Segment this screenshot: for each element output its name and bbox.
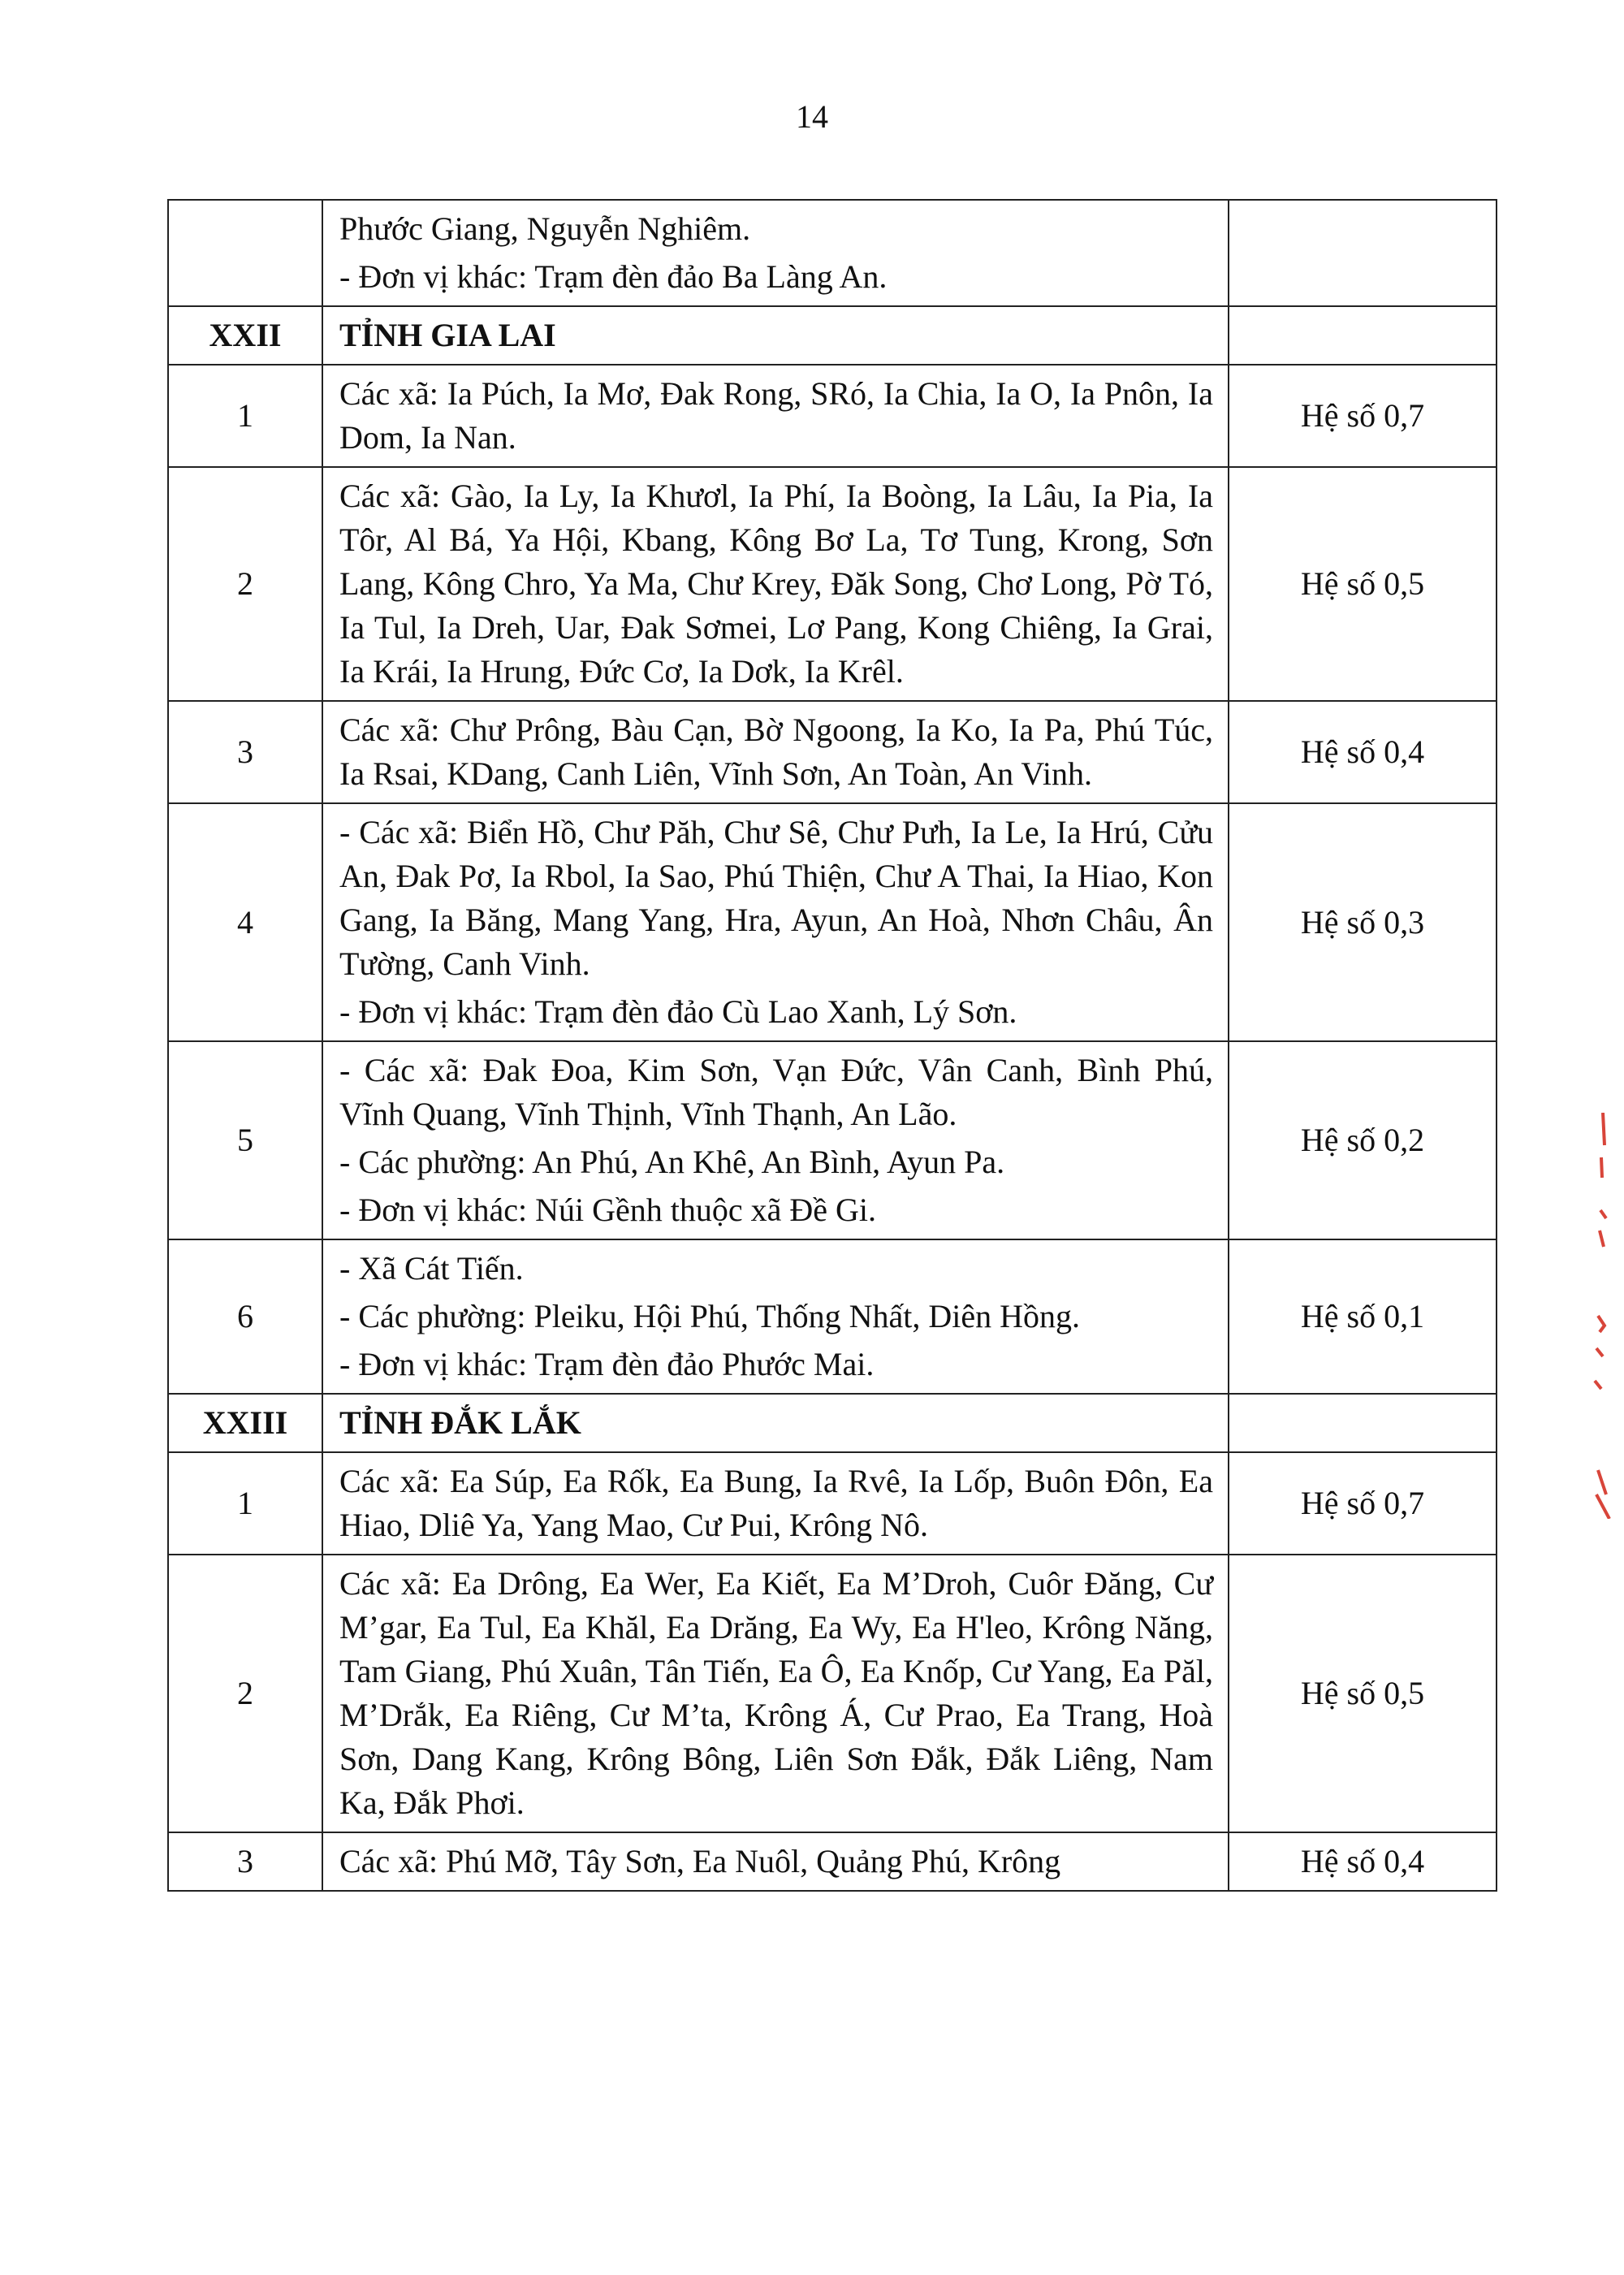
table-row bbox=[168, 1832, 1497, 1891]
content-line: Phước Giang, Nguyễn Nghiêm. bbox=[339, 210, 751, 247]
content-line: - Xã Cát Tiến. bbox=[339, 1250, 524, 1287]
coefficient-table bbox=[167, 199, 1497, 1892]
locality-list bbox=[322, 365, 1229, 467]
content-line: Các xã: Gào, Ia Ly, Ia Khươl, Ia Phí, Ia Boòng, Ia Lâu, Ia Pia, Ia Tôr, Al Bá, Ya Hội, Kbang, Kông Bơ La, Tơ Tung, Krong, Sơn Lang, Kông Chro, Ya Ma, Chư Krey, Đăk Song, Chơ Long, Pờ Tó, Ia Tul, Ia Dreh, Uar, Đak Sơmei, Lơ Pang, Kong Chiêng, Ia Grai, Ia Krái, Ia Hrung, Đức Cơ, Ia Dơk, Ia Krêl. bbox=[339, 478, 1213, 690]
coefficient-cell bbox=[1229, 200, 1497, 306]
row-number: 5 bbox=[168, 1041, 322, 1239]
content-line: Các xã: Ea Drông, Ea Wer, Ea Kiết, Ea M’Droh, Cuôr Đăng, Cư M’gar, Ea Tul, Ea Khăl, Ea Drăng, Ea Wy, Ea H'leo, Krông Năng, Tam Giang, Phú Xuân, Tân Tiến, Ea Ô, Ea Knốp, Cư Yang, Ea Păl, M’Drắk, Ea Riêng, Cư M’ta, Krông Á, Cư Prao, Ea Trang, Hoà Sơn, Dang Kang, Krông Bông, Liên Sơn Đắk, Đắk Liêng, Nam Ka, Đắk Phơi. bbox=[339, 1565, 1213, 1821]
table-row bbox=[168, 1452, 1497, 1555]
coefficient-cell: Hệ số 0,1 bbox=[1229, 1239, 1497, 1394]
locality-list bbox=[322, 467, 1229, 701]
coefficient-cell bbox=[1229, 1394, 1497, 1452]
coefficient-cell: Hệ số 0,5 bbox=[1229, 467, 1497, 701]
table-row bbox=[168, 701, 1497, 803]
coefficient-cell: Hệ số 0,7 bbox=[1229, 1452, 1497, 1555]
content-line: TỈNH ĐẮK LẮK bbox=[339, 1404, 581, 1441]
coefficient-cell bbox=[1229, 306, 1497, 365]
row-number: 1 bbox=[168, 1452, 322, 1555]
row-number: 3 bbox=[168, 701, 322, 803]
content-line: - Đơn vị khác: Trạm đèn đảo Phước Mai. bbox=[339, 1346, 875, 1382]
coefficient-cell: Hệ số 0,4 bbox=[1229, 701, 1497, 803]
content-line: Các xã: Ea Súp, Ea Rốk, Ea Bung, Ia Rvê, Ia Lốp, Buôn Đôn, Ea Hiao, Dliê Ya, Yang Mao, Cư Pui, Krông Nô. bbox=[339, 1463, 1213, 1543]
row-number: 2 bbox=[168, 467, 322, 701]
locality-list bbox=[322, 200, 1229, 306]
coefficient-cell: Hệ số 0,3 bbox=[1229, 803, 1497, 1041]
coefficient-cell: Hệ số 0,4 bbox=[1229, 1832, 1497, 1891]
red-stamp-mark bbox=[1588, 1113, 1613, 1519]
content-line: Các xã: Phú Mỡ, Tây Sơn, Ea Nuôl, Quảng Phú, Krông bbox=[339, 1843, 1061, 1879]
table-row bbox=[168, 365, 1497, 467]
locality-list bbox=[322, 701, 1229, 803]
content-line: Các xã: Ia Púch, Ia Mơ, Đak Rong, SRó, Ia Chia, Ia O, Ia Pnôn, Ia Dom, Ia Nan. bbox=[339, 375, 1213, 456]
content-line: - Đơn vị khác: Núi Gềnh thuộc xã Đề Gi. bbox=[339, 1192, 876, 1228]
table-row bbox=[168, 1239, 1497, 1394]
locality-list bbox=[322, 1555, 1229, 1832]
locality-list bbox=[322, 1452, 1229, 1555]
section-number: XXIII bbox=[168, 1394, 322, 1452]
province-title bbox=[322, 306, 1229, 365]
section-row bbox=[168, 306, 1497, 365]
province-title bbox=[322, 1394, 1229, 1452]
content-line: - Các xã: Đak Đoa, Kim Sơn, Vạn Đức, Vân Canh, Bình Phú, Vĩnh Quang, Vĩnh Thịnh, Vĩnh Thạnh, An Lão. bbox=[339, 1052, 1213, 1132]
locality-list bbox=[322, 1832, 1229, 1891]
table-body bbox=[168, 200, 1497, 1891]
row-number: 1 bbox=[168, 365, 322, 467]
content-line: - Đơn vị khác: Trạm đèn đảo Cù Lao Xanh, Lý Sơn. bbox=[339, 993, 1017, 1030]
content-line: - Đơn vị khác: Trạm đèn đảo Ba Làng An. bbox=[339, 258, 888, 295]
coefficient-cell: Hệ số 0,7 bbox=[1229, 365, 1497, 467]
row-number: 6 bbox=[168, 1239, 322, 1394]
table-row bbox=[168, 200, 1497, 306]
content-line: - Các xã: Biển Hồ, Chư Păh, Chư Sê, Chư Pưh, Ia Le, Ia Hrú, Cửu An, Đak Pơ, Ia Rbol, Ia Sao, Phú Thiện, Chư A Thai, Ia Hiao, Kon Gang, Ia Băng, Mang Yang, Hra, Ayun, An Hoà, Nhơn Châu, Ân Tường, Canh Vinh. bbox=[339, 814, 1213, 982]
locality-list bbox=[322, 803, 1229, 1041]
page-number: 14 bbox=[796, 98, 828, 135]
table-row bbox=[168, 1555, 1497, 1832]
table-row bbox=[168, 467, 1497, 701]
locality-list bbox=[322, 1239, 1229, 1394]
section-number: XXII bbox=[168, 306, 322, 365]
content-line: TỈNH GIA LAI bbox=[339, 317, 556, 353]
row-number bbox=[168, 200, 322, 306]
content-line: - Các phường: An Phú, An Khê, An Bình, Ayun Pa. bbox=[339, 1144, 1005, 1180]
row-number: 3 bbox=[168, 1832, 322, 1891]
locality-list bbox=[322, 1041, 1229, 1239]
content-line: - Các phường: Pleiku, Hội Phú, Thống Nhất, Diên Hồng. bbox=[339, 1298, 1081, 1334]
coefficient-cell: Hệ số 0,5 bbox=[1229, 1555, 1497, 1832]
table-row bbox=[168, 1041, 1497, 1239]
content-line: Các xã: Chư Prông, Bàu Cạn, Bờ Ngoong, Ia Ko, Ia Pa, Phú Túc, Ia Rsai, KDang, Canh Liên, Vĩnh Sơn, An Toàn, An Vinh. bbox=[339, 711, 1213, 792]
section-row bbox=[168, 1394, 1497, 1452]
row-number: 4 bbox=[168, 803, 322, 1041]
table-row bbox=[168, 803, 1497, 1041]
coefficient-cell: Hệ số 0,2 bbox=[1229, 1041, 1497, 1239]
row-number: 2 bbox=[168, 1555, 322, 1832]
